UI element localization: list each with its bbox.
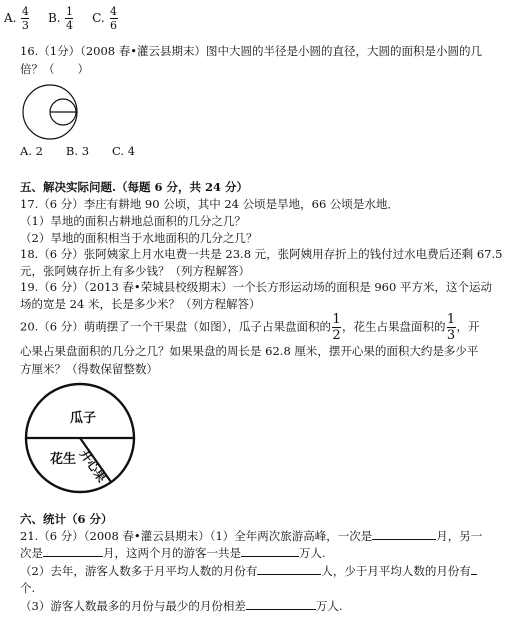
option-b-fraction: $\frac{1}{4}$ bbox=[65, 5, 73, 32]
option-a-label: A. bbox=[4, 11, 17, 25]
answer-blank-above-avg[interactable] bbox=[257, 563, 321, 575]
fruit-plate-diagram bbox=[24, 382, 136, 494]
q17-line1: 17.（6 分）李庄有耕地 90 公顷，其中 24 公顷是旱地，66 公顷是水地． bbox=[20, 197, 399, 211]
q20-line3: 方厘米？（得数保留整数） bbox=[20, 362, 158, 376]
answer-blank-peak1[interactable] bbox=[372, 528, 436, 540]
q21-line1-text-b: 月，另一 bbox=[436, 529, 483, 543]
q21-line2-text-c: 万人. bbox=[299, 546, 326, 560]
q20-fraction-huasheng: $\frac{1}{3}$ bbox=[446, 312, 456, 343]
q21-line5-text-b: 万人. bbox=[315, 599, 343, 613]
q21-line2-text-a: 次是 bbox=[20, 546, 43, 560]
circle-diagram bbox=[20, 82, 80, 142]
q17-line3: （2）旱地的面积相当于水地面积的几分之几？ bbox=[20, 231, 258, 245]
option-c-label: C. bbox=[92, 11, 105, 25]
q20-line1-text-c: ，开 bbox=[456, 319, 480, 334]
q15-options bbox=[4, 6, 119, 31]
q21-line1 bbox=[20, 528, 482, 544]
q19-line2: 场的宽是 24 米，长是多少米？（列方程解答） bbox=[20, 297, 261, 311]
answer-blank-total[interactable] bbox=[241, 545, 299, 557]
q16-line1: 16.（1分）（2008 春•灌云县期末）图中大圆的半径是小圆的直径，大圆的面积是小圆的几 bbox=[20, 44, 483, 58]
q20-fraction-guazi: $\frac{1}{2}$ bbox=[332, 312, 341, 343]
q17-line2: （1）旱地的面积占耕地总面积的几分之几？ bbox=[20, 214, 246, 228]
pie-label-kaixinguo: 开心果 bbox=[76, 447, 110, 485]
pie-label-guazi: 瓜子 bbox=[70, 411, 97, 426]
answer-blank-peak2[interactable] bbox=[43, 545, 103, 557]
q21-line1-text-a: 21.（6 分）（2008 春•灌云县期末）（1）全年两次旅游高峰，一次是 bbox=[20, 529, 373, 543]
q21-line3 bbox=[20, 563, 477, 579]
q21-line4: 个. bbox=[20, 581, 36, 595]
q20-line1-text-a: 20.（6 分）萌萌摆了一个干果盘（如图），瓜子占果盘面积的 bbox=[20, 319, 332, 334]
q21-line3-text-b: 人，少于月平均人数的月份有 bbox=[321, 564, 471, 578]
answer-blank-difference[interactable] bbox=[246, 598, 316, 610]
option-b-label: B. bbox=[47, 11, 61, 25]
q19-line1: 19.（6 分）（2013 春•荣城县校级期末）一个长方形运动场的面积是 960 平方米，这个运动 bbox=[20, 280, 492, 294]
option-a-fraction: $\frac{4}{3}$ bbox=[21, 5, 29, 32]
section6-title: 六、统计（6 分） bbox=[20, 512, 113, 526]
q20-line1 bbox=[20, 313, 480, 342]
q21-line2 bbox=[20, 545, 326, 561]
q20-line2: 心果占果盘面积的几分之几？如果果盘的周长是 62.8 厘米，摆开心果的面积大约是多少平 bbox=[20, 344, 479, 358]
q16-line2: 倍？（ ） bbox=[20, 62, 89, 76]
q18-line1: 18.（6 分）张阿姨家上月水电费一共是 23.8 元，张阿姨用存折上的钱付过水电费后还剩 67.5 bbox=[20, 247, 503, 261]
q20-line1-text-b: ，花生占果盘面积的 bbox=[342, 319, 446, 334]
q16-options: A. 2 B. 3 C. 4 bbox=[20, 144, 136, 158]
q21-line5 bbox=[20, 598, 342, 614]
q21-line2-text-b: 月，这两个月的游客一共是 bbox=[103, 546, 241, 560]
q21-line5-text-a: （3）游客人数最多的月份与最少的月份相差 bbox=[20, 599, 246, 613]
answer-blank-below-avg[interactable] bbox=[471, 563, 477, 575]
q18-line2: 元，张阿姨存折上有多少钱？（列方程解答） bbox=[20, 264, 250, 278]
pie-label-huasheng: 花生 bbox=[50, 452, 77, 467]
section5-title: 五、解决实际问题.（每题 6 分，共 24 分） bbox=[20, 180, 249, 194]
q21-line3-text-a: （2）去年，游客人数多于月平均人数的月份有 bbox=[20, 564, 258, 578]
option-c-fraction: $\frac{4}{6}$ bbox=[110, 5, 117, 32]
